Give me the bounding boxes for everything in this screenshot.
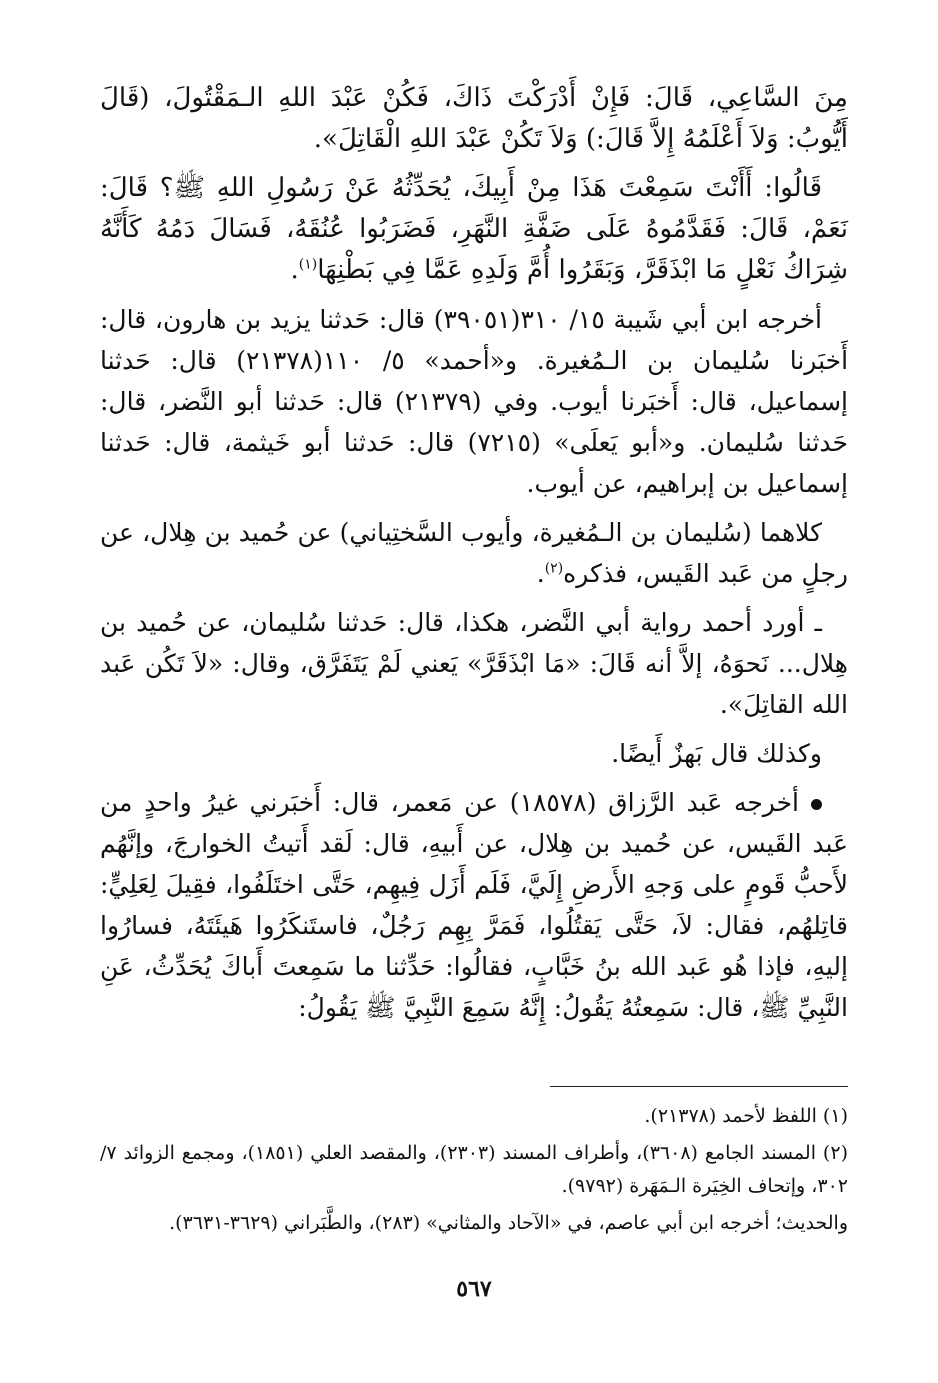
footnote: (٢) المسند الجامع (٣٦٠٨)، وأطراف المسند (٢٣٠٣)، والمقصد العلي (١٨٥١)، ومجمع الزوائد ٧/ ٣٠٢، وإتحاف الخِيَرة الـمَهَرة (٩٧٩٢). [100,1142,848,1197]
paragraph-text: مِنَ السَّاعِي، قَالَ: فَإِنْ أَدْرَكْتَ ذَاكَ، فَكُنْ عَبْدَ اللهِ الـمَقْتُولَ، (قَالَ أَيُّوبُ: وَلاَ أَعْلَمُهُ إِلاَّ قَالَ:) وَلاَ تَكُنْ عَبْدَ اللهِ الْقَاتِلَ». [100,83,848,154]
footnote-divider [550,1086,848,1087]
paragraph-text: كلاهما (سُليمان بن الـمُغيرة، وأيوب السَّختِياني) عن حُميد بن هِلال، عن رجلٍ من عَبد القَيس، فذكره [100,518,848,588]
bullet-icon [811,799,822,810]
document-page [100,78,848,1378]
paragraph-text: أخرجه ابن أبي شَيبة ١٥/ ٣١٠(٣٩٠٥١) قال: حَدثنا يزيد بن هارون، قال: أَخبَرنا سُليمان بن الـمُغيرة. و«أحمد» ٥/ ١١٠(٢١٣٧٨) قال: حَدثنا إسماعيل، قال: أَخبَرنا أيوب. وفي (٢١٣٧٩) قال: حَدثنا أبو النَّضر، قال: حَدثنا سُليمان. و«أبو يَعلَى» (٧٢١٥) قال: حَدثنا أبو خَيثمة، قال: حَدثنا إسماعيل بن إبراهيم، عن أيوب. [100,305,849,498]
paragraph-text: وكذلك قال بَهزٌ أَيضًا. [611,739,822,768]
paragraph [100,602,848,725]
footnote-reference[interactable]: (٢) [544,560,564,577]
paragraph [100,299,848,504]
paragraph [100,512,848,594]
paragraph [100,168,848,291]
paragraph [100,733,848,774]
paragraph [100,78,848,160]
paragraph-end: . [536,559,545,588]
paragraph-text: أخرجه عَبد الرَّزاق (١٨٥٧٨) عن مَعمر، قال: أَخبَرني غيرُ واحدٍ من عَبد القَيس، عن حُميد بن هِلال، عن أَبيهِ، قال: لَقد أَتيتُ الخوارجَ، وإنَّهُم لأَحبُّ قَومٍ على وَجهِ الأَرضِ إِلَيَّ، فَلَم أَزَل فِيهِم، حَتَّى اختَلَفُوا، فقِيلَ لِعَلِيٍّ: قاتِلهُم، فقال: لاَ، حَتَّى يَقتُلُوا، فَمَرَّ بِهِم رَجُلٌ، فاستَنكَرُوا هَيئَتَهُ، فسارُوا إليهِ، فإذا هُو عَبد الله بنُ خَبَّابٍ، فقالُوا: حَدِّثنا ما سَمِعتَ أَباكَ يُحَدِّثُ، عَنِ النَّبِيِّ ﷺ، قال: سَمِعتُهُ يَقُولُ: إِنَّهُ سَمِعَ النَّبِيَّ ﷺ يَقُولُ: [100,788,848,1022]
page-number: ٥٦٧ [456,1276,492,1302]
paragraph-end: . [290,255,299,285]
paragraph-text: قَالُوا: أَأَنْتَ سَمِعْتَ هَذَا مِنْ أَبِيكَ، يُحَدِّثُهُ عَنْ رَسُولِ اللهِ ﷺ؟ قَالَ: نَعَمْ، قَالَ: فَقَدَّمُوهُ عَلَى ضَفَّةِ النَّهَرِ، فَضَرَبُوا عُنُقَهُ، فَسَالَ دَمُهُ كَأَنَّهُ شِرَاكُ نَعْلٍ مَا ابْذَقَرَّ، وَبَقَرُوا أُمَّ وَلَدِهِ عَمَّا فِي بَطْنِهَا [100,173,848,285]
footnote: (١) اللفظ لأحمد (٢١٣٧٨). [644,1105,848,1127]
paragraph [100,782,848,1028]
main-text [100,78,848,1028]
footnote: والحديث؛ أخرجه ابن أبي عاصم، في «الآحاد والمثاني» (٢٨٣)، والطَّبَراني (٣٦٢٩-٣٦٣١). [169,1212,848,1234]
paragraph-text: ـ أورد أحمد رواية أبي النَّضر، هكذا، قال: حَدثنا سُليمان، عن حُميد بن هِلال... نَحوَهُ، إلاَّ أنه قَالَ: «مَا ابْذَقَرَّ» يَعني لَمْ يَتَفَرَّق، وقال: «لاَ تَكُن عَبد الله القاتِلَ». [100,608,848,719]
footnotes [100,1100,848,1244]
footnote-reference[interactable]: (١) [298,256,318,273]
